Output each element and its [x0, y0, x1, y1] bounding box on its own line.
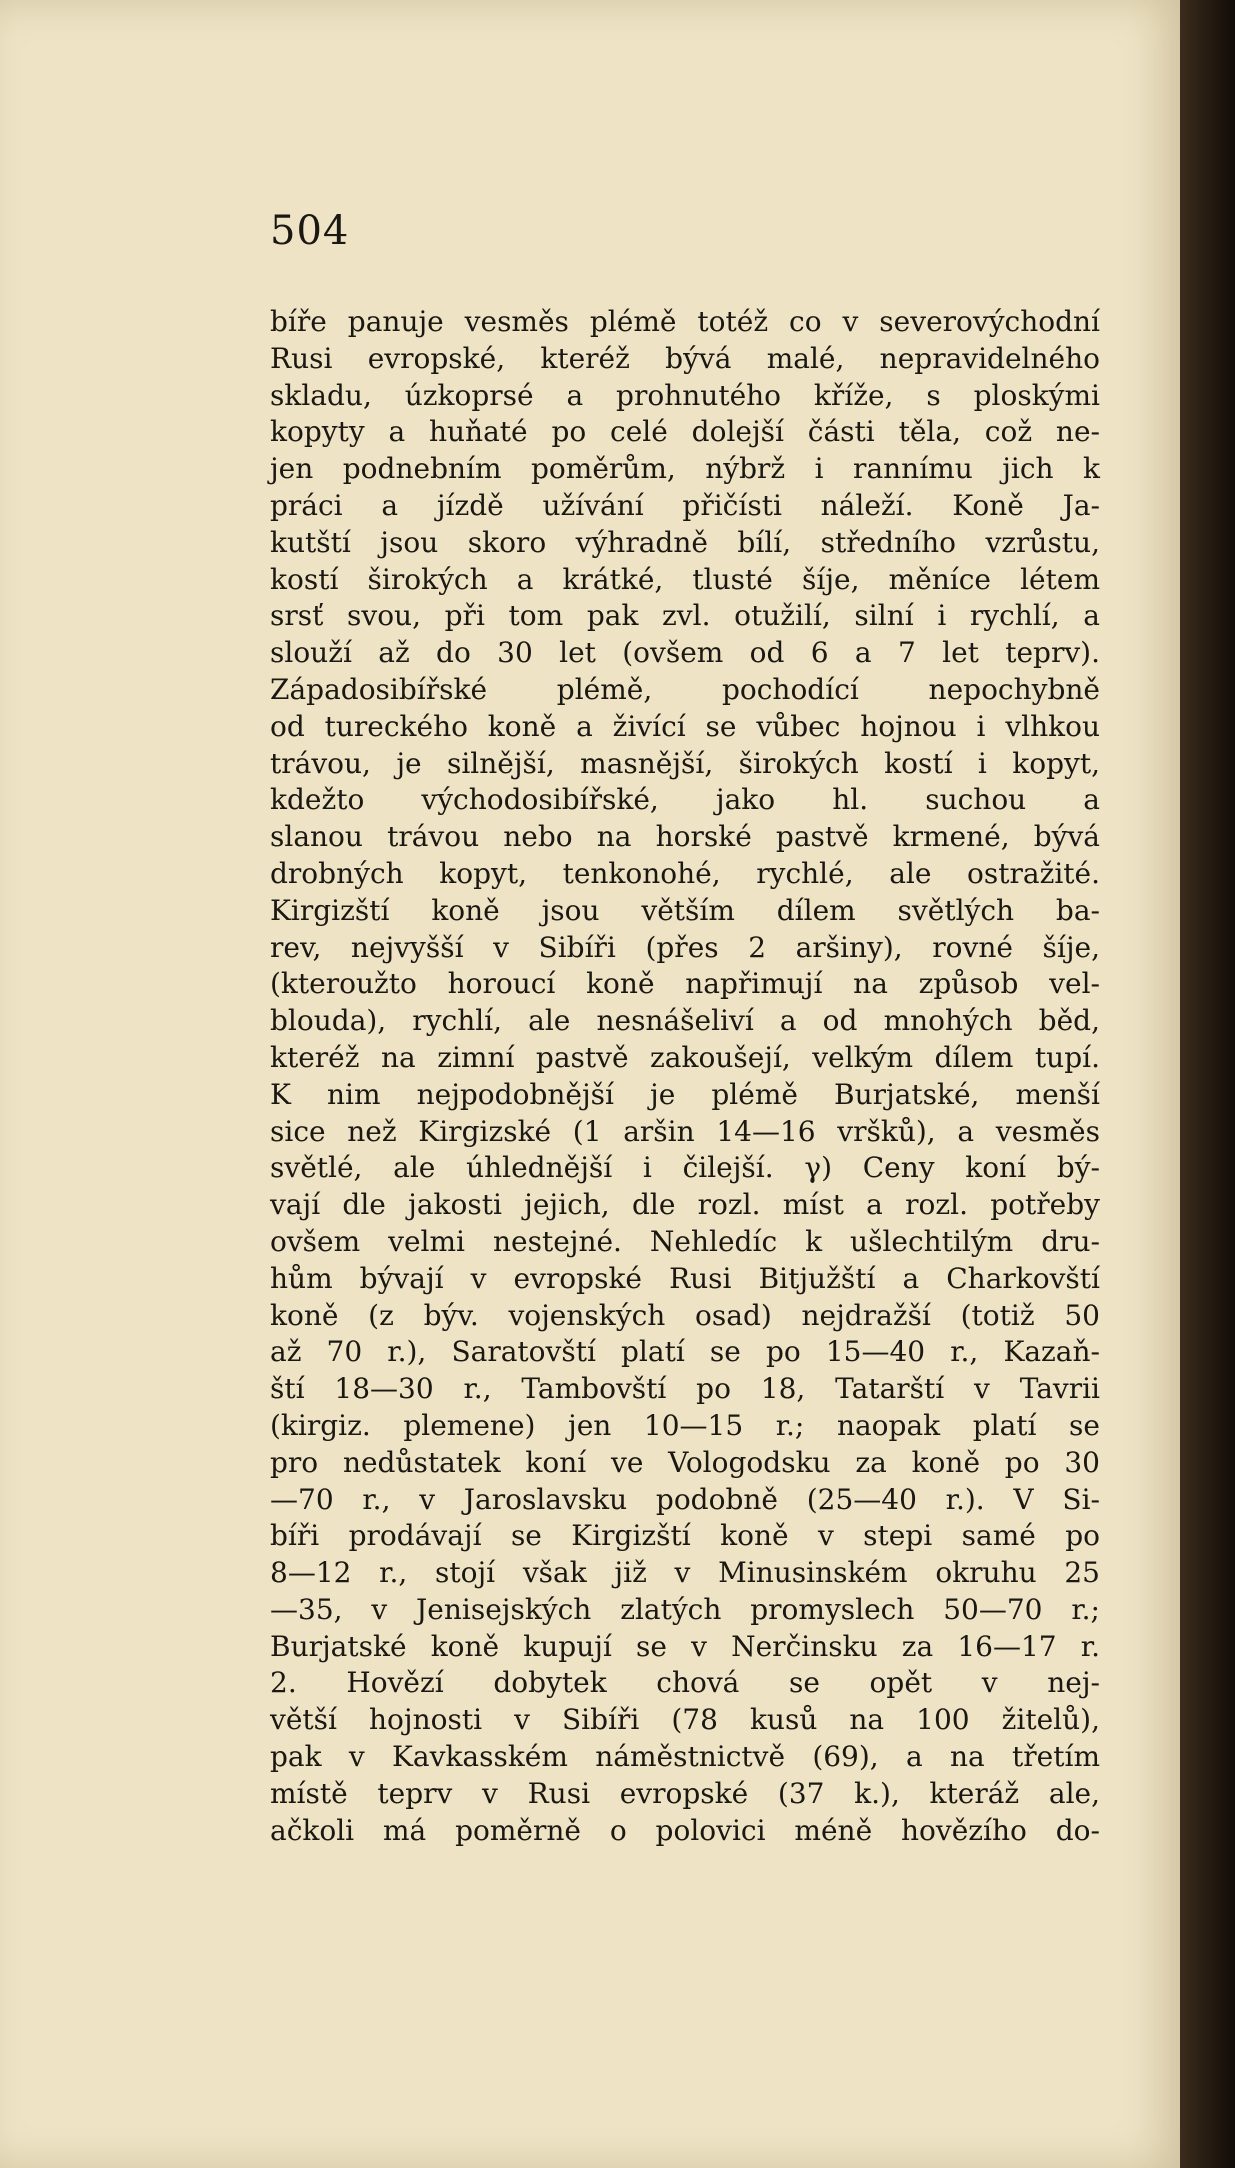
text-line: srsť svou, při tom pak zvl. otužilí, silní i rychlí, a: [270, 599, 1100, 633]
text-line: Západosibířské plémě, pochodící nepochybně: [270, 672, 1100, 706]
text-line: blouda), rychlí, ale nesnášeliví a od mnohých běd,: [270, 1004, 1100, 1038]
text-line: místě teprv v Rusi evropské (37 k.), kteráž ale,: [270, 1776, 1100, 1810]
page-number: 504: [270, 208, 350, 254]
text-line: Kirgizští koně jsou větším dílem světlých ba-: [270, 893, 1100, 927]
text-line: bíři prodávají se Kirgizští koně v stepi samé po: [270, 1519, 1100, 1553]
text-line: Burjatské koně kupují se v Nerčinsku za 16—17 r.: [270, 1629, 1100, 1663]
book-page-edge: [1180, 0, 1235, 2168]
text-line: —70 r., v Jaroslavsku podobně (25—40 r.). V Si-: [270, 1482, 1100, 1516]
text-line: až 70 r.), Saratovští platí se po 15—40 r., Kazaň-: [270, 1335, 1100, 1369]
text-line: trávou, je silnější, masnější, širokých kostí i kopyt,: [270, 746, 1100, 780]
text-line: K nim nejpodobnější je plémě Burjatské, menší: [270, 1077, 1100, 1111]
text-line: kdežto východosibířské, jako hl. suchou a: [270, 783, 1100, 817]
text-line: (kteroužto horoucí koně napřimují na způsob vel-: [270, 967, 1100, 1001]
text-line: pak v Kavkasském náměstnictvě (69), a na třetím: [270, 1740, 1100, 1774]
text-line: drobných kopyt, tenkonohé, rychlé, ale ostražité.: [270, 856, 1100, 890]
text-line: 2. Hovězí dobytek chová se opět v nej-: [270, 1666, 1100, 1700]
text-line: světlé, ale úhlednější i čilejší. γ) Ceny koní bý-: [270, 1151, 1100, 1185]
text-line: bíře panuje vesměs plémě totéž co v severovýchodní: [270, 305, 1100, 338]
text-line: větší hojnosti v Sibíři (78 kusů na 100 žitelů),: [270, 1703, 1100, 1737]
text-line: slanou trávou nebo na horské pastvě krmené, bývá: [270, 820, 1100, 854]
text-line: (kirgiz. plemene) jen 10—15 r.; naopak platí se: [270, 1408, 1100, 1442]
text-line: rev, nejvyšší v Sibíři (přes 2 aršiny), rovné šíje,: [270, 930, 1100, 964]
text-line: Rusi evropské, kteréž bývá malé, nepravidelného: [270, 341, 1100, 375]
text-line: ští 18—30 r., Tambovští po 18, Tatarští v Tavrii: [270, 1372, 1100, 1406]
text-line: kutští jsou skoro výhradně bílí, středního vzrůstu,: [270, 525, 1100, 559]
text-line: 8—12 r., stojí však již v Minusinském okruhu 25: [270, 1556, 1100, 1590]
text-line: kteréž na zimní pastvě zakoušejí, velkým dílem tupí.: [270, 1040, 1100, 1074]
text-line: —35, v Jenisejských zlatých promyslech 50—70 r.;: [270, 1592, 1100, 1626]
text-line: skladu, úzkoprsé a prohnutého kříže, s ploskými: [270, 378, 1100, 412]
text-line: práci a jízdě užívání přičísti náleží. Koně Ja-: [270, 488, 1100, 522]
text-line: sice než Kirgizské (1 aršin 14—16 vršků), a vesměs: [270, 1114, 1100, 1148]
text-line: jen podnebním poměrům, nýbrž i rannímu jich k: [270, 452, 1100, 486]
text-line: kopyty a huňaté po celé dolejší části těla, což ne-: [270, 415, 1100, 449]
text-line: kostí širokých a krátké, tlusté šíje, měníce létem: [270, 562, 1100, 596]
text-line: hům bývají v evropské Rusi Bitjužští a Charkovští: [270, 1261, 1100, 1295]
text-line: slouží až do 30 let (ovšem od 6 a 7 let teprv).: [270, 636, 1100, 670]
text-line: ovšem velmi nestejné. Nehledíc k ušlechtilým dru-: [270, 1224, 1100, 1258]
body-text: [270, 304, 1100, 1849]
text-line: vají dle jakosti jejich, dle rozl. míst a rozl. potřeby: [270, 1188, 1100, 1222]
text-line: ačkoli má poměrně o polovici méně hovězího do-: [270, 1813, 1100, 1847]
text-line: koně (z býv. vojenských osad) nejdražší (totiž 50: [270, 1298, 1100, 1332]
text-line: pro nedůstatek koní ve Vologodsku za koně po 30: [270, 1445, 1100, 1479]
text-line: od tureckého koně a živící se vůbec hojnou i vlhkou: [270, 709, 1100, 743]
